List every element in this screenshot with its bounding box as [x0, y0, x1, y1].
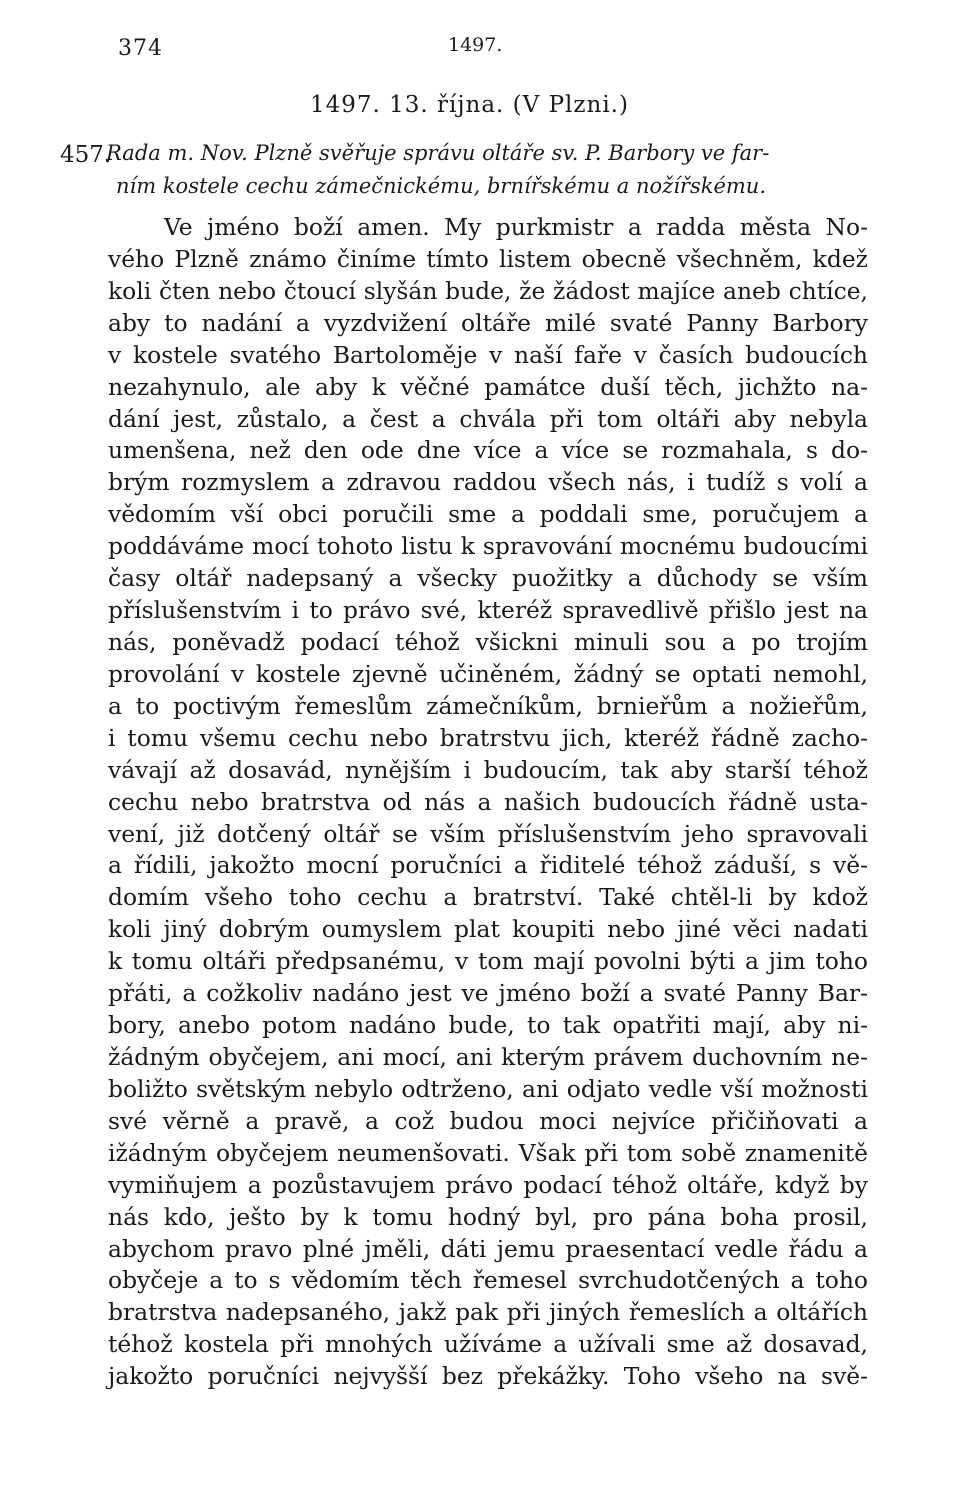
entry-date-heading: 1497. 13. října. (V Plzni.)	[310, 92, 629, 118]
body-line: vymiňujem a pozůstavujem právo podací téhož oltáře, když by	[108, 1170, 868, 1199]
summary-line: ním kostele cechu zámečnickému, brnířskému a nožířskému.	[116, 174, 766, 198]
body-line: brým rozmyslem a zdravou raddou všech nás, i tudíž s volí a	[108, 468, 868, 497]
body-line: téhož kostela při mnohých užíváme a užívali sme až dosavad,	[108, 1330, 868, 1359]
body-line: své věrně a pravě, a což budou moci nejvíce přičiňovati a	[108, 1106, 868, 1135]
body-line: příslušenstvím i to právo své, kteréž spravedlivě přišlo jest na	[108, 596, 868, 625]
body-line: koli jiný dobrým oumyslem plat koupiti nebo jiné věci nadati	[108, 915, 868, 944]
body-line: jakožto poručníci nejvyšší bez překážky. Toho všeho na svě-	[108, 1362, 868, 1391]
body-line: vého Plzně známo činíme tímto listem obecně všechněm, kdež	[108, 244, 868, 273]
body-line: cechu nebo bratrstva od nás a našich budoucích řádně usta-	[108, 787, 868, 816]
body-line: i tomu všemu cechu nebo bratrstvu jich, kteréž řádně zacho-	[108, 723, 868, 752]
body-line: abychom pravo plné jměli, dáti jemu praesentací vedle řádu a	[108, 1234, 868, 1263]
body-line: domím všeho toho cechu a bratrství. Také chtěl-li by kdož	[108, 883, 868, 912]
body-line: bory, anebo potom nadáno bude, to tak opatřiti mají, aby ni-	[108, 1011, 868, 1040]
body-line: Ve jméno boží amen. My purkmistr a radda města No-	[164, 213, 868, 241]
entry-summary	[106, 137, 866, 203]
page-number: 374	[118, 36, 163, 61]
body-line: nás kdo, ješto by k tomu hodný byl, pro pána boha prosil,	[108, 1202, 868, 1231]
body-line: vědomím vší obci poručili sme a poddali sme, poručujem a	[108, 500, 868, 529]
body-line: ižádným obyčejem neumenšovati. Však při tom sobě znamenitě	[108, 1138, 868, 1167]
body-line: a to poctivým řemeslům zámečníkům, brnieřům a nožieřům,	[108, 691, 868, 720]
body-line: vení, již dotčený oltář se vším příslušenstvím jeho spravovali	[108, 819, 868, 848]
body-line: vávají až dosavád, nynějším i budoucím, tak aby starší téhož	[108, 755, 868, 784]
body-line: poddáváme mocí tohoto listu k spravování mocnému budoucími	[108, 532, 868, 561]
body-line: žádným obyčejem, ani mocí, ani kterým právem duchovním ne-	[108, 1042, 868, 1071]
body-line: dání jest, zůstalo, a čest a chvála při tom oltáři aby nebyla	[108, 404, 868, 433]
body-line: a řídili, jakožto mocní poručníci a řiditelé téhož záduší, s vě-	[108, 851, 868, 880]
body-line: časy oltář nadepsaný a všecky puožitky a důchody se vším	[108, 564, 868, 593]
body-line: nezahynulo, ale aby k věčné památce duší těch, jichžto na-	[108, 372, 868, 401]
body-line: přáti, a cožkoliv nadáno jest ve jméno boží a svaté Panny Bar-	[108, 979, 868, 1008]
body-line: aby to nadání a vyzdvižení oltáře milé svaté Panny Barbory	[108, 308, 868, 337]
body-line: k tomu oltáři předpsanému, v tom mají povolni býti a jim toho	[108, 947, 868, 976]
summary-line: Rada m. Nov. Plzně svěřuje správu oltáře sv. P. Barbory ve far-	[106, 141, 770, 165]
body-line: provolání v kostele zjevně učiněném, žádný se optati nemohl,	[108, 659, 868, 688]
body-line: v kostele svatého Bartoloměje v naší faře v časích budoucích	[108, 340, 868, 369]
body-line: bratrstva nadepsaného, jakž pak při jiných řemeslích a oltářích	[108, 1298, 868, 1327]
body-line: boližto světským nebylo odtrženo, ani odjato vedle vší možnosti	[108, 1074, 868, 1103]
document-body	[108, 212, 868, 1393]
running-head: 1497.	[448, 34, 503, 56]
entry-number: 457.	[60, 142, 112, 168]
body-line: koli čten nebo čtoucí slyšán bude, že žádost majíce aneb chtíce,	[108, 276, 868, 305]
body-line: umenšena, než den ode dne více a více se rozmahala, s do-	[108, 436, 868, 465]
body-line: obyčeje a to s vědomím těch řemesel svrchudotčených a toho	[108, 1266, 868, 1295]
body-line: nás, poněvadž podací téhož všickni minuli sou a po trojím	[108, 627, 868, 656]
